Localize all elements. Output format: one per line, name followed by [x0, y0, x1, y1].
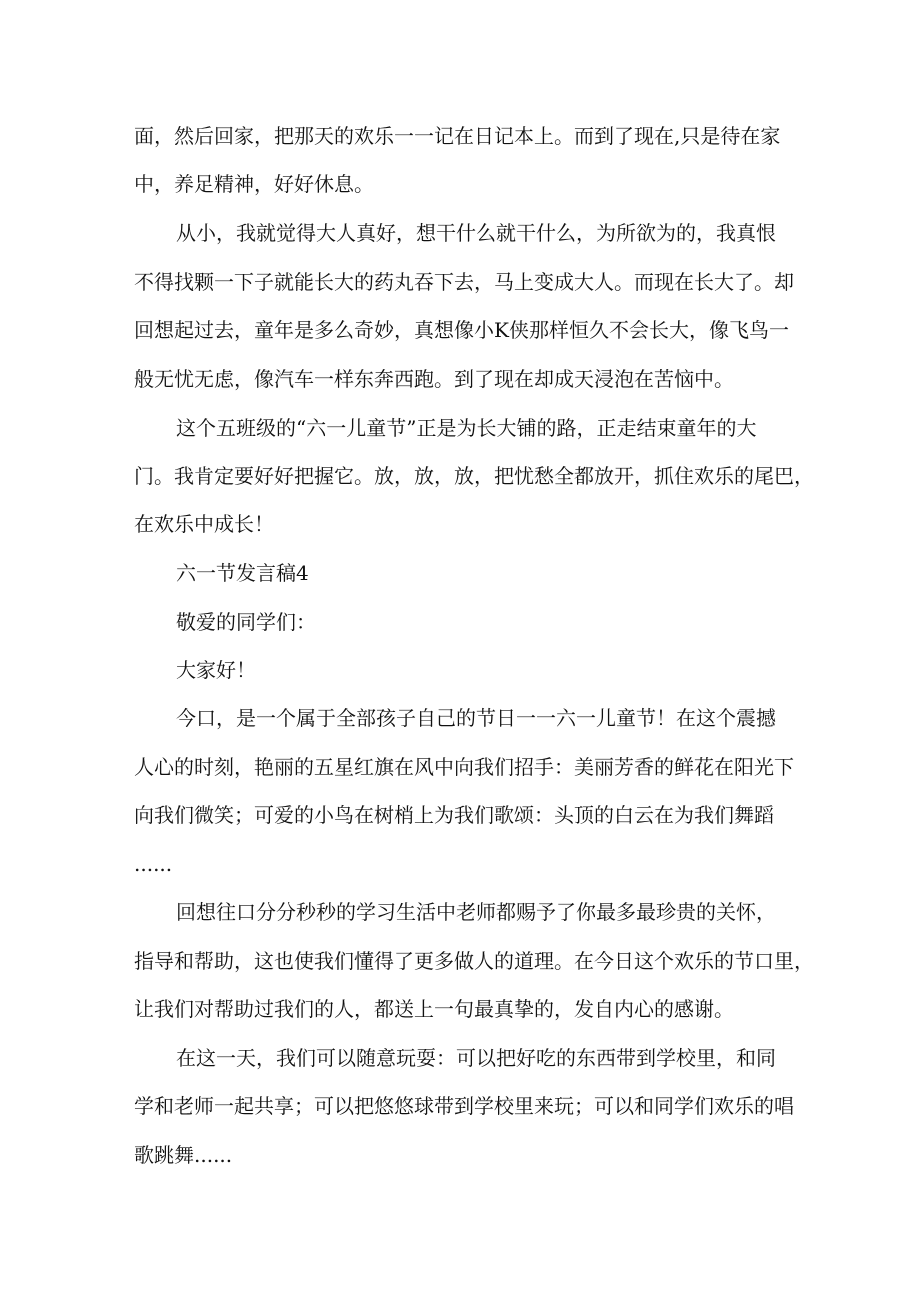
text-line: 回想往口分分秒秒的学习生活中老师都赐予了你最多最珍贵的关怀，: [176, 900, 776, 924]
salutation: 敬爱的同学们：: [176, 610, 316, 634]
text-line: 不得找颗一下子就能长大的药丸吞下去，马上变成大人。而现在长大了。却: [134, 270, 794, 294]
text-line: ......: [134, 852, 173, 876]
text-line: 这个五班级的“六一儿童节”正是为长大铺的路，正走结束童年的大: [176, 416, 757, 440]
text-line: 中，养足精神，好好休息。: [134, 172, 374, 196]
text-line: 向我们微笑；可爱的小鸟在树梢上为我们歌颂：头顶的白云在为我们舞蹈: [134, 803, 774, 827]
text-line: 学和老师一起共享；可以把悠悠球带到学校里来玩；可以和同学们欢乐的唱: [134, 1094, 794, 1118]
text-line: 歌跳舞......: [134, 1143, 233, 1167]
text-line: 回想起过去，童年是多么奇妙，真想像小K侠那样恒久不会长大，像飞鸟一: [134, 318, 789, 342]
text-line: 面，然后回家，把那天的欢乐一一记在日记本上。而到了现在,只是待在家: [134, 124, 781, 148]
text-line: 在欢乐中成长！: [134, 512, 274, 536]
text-line: 般无忧无虑，像汽车一样东奔西跑。到了现在却成天浸泡在苦恼中。: [134, 367, 734, 391]
text-line: 让我们对帮助过我们的人，都送上一句最真挚的，发自内心的感谢。: [134, 997, 734, 1021]
text-line: 指导和帮助，这也使我们懂得了更多做人的道理。在今日这个欢乐的节口里，: [134, 949, 814, 973]
text-line: 今口，是一个属于全部孩子自己的节日一一六一儿童节！在这个震撼: [176, 706, 776, 730]
text-line: 在这一天，我们可以随意玩耍：可以把好吃的东西带到学校里，和同: [176, 1046, 776, 1070]
greeting: 大家好！: [176, 658, 256, 682]
text-line: 从小，我就觉得大人真好，想干什么就干什么，为所欲为的，我真恨: [176, 221, 776, 245]
section-title: 六一节发言稿4: [176, 561, 309, 585]
text-line: 人心的时刻，艳丽的五星红旗在风中向我们招手：美丽芳香的鲜花在阳光下: [134, 755, 794, 779]
text-line: 门。我肯定要好好把握它。放，放，放，把忧愁全都放开，抓住欢乐的尾巴，: [134, 464, 814, 488]
